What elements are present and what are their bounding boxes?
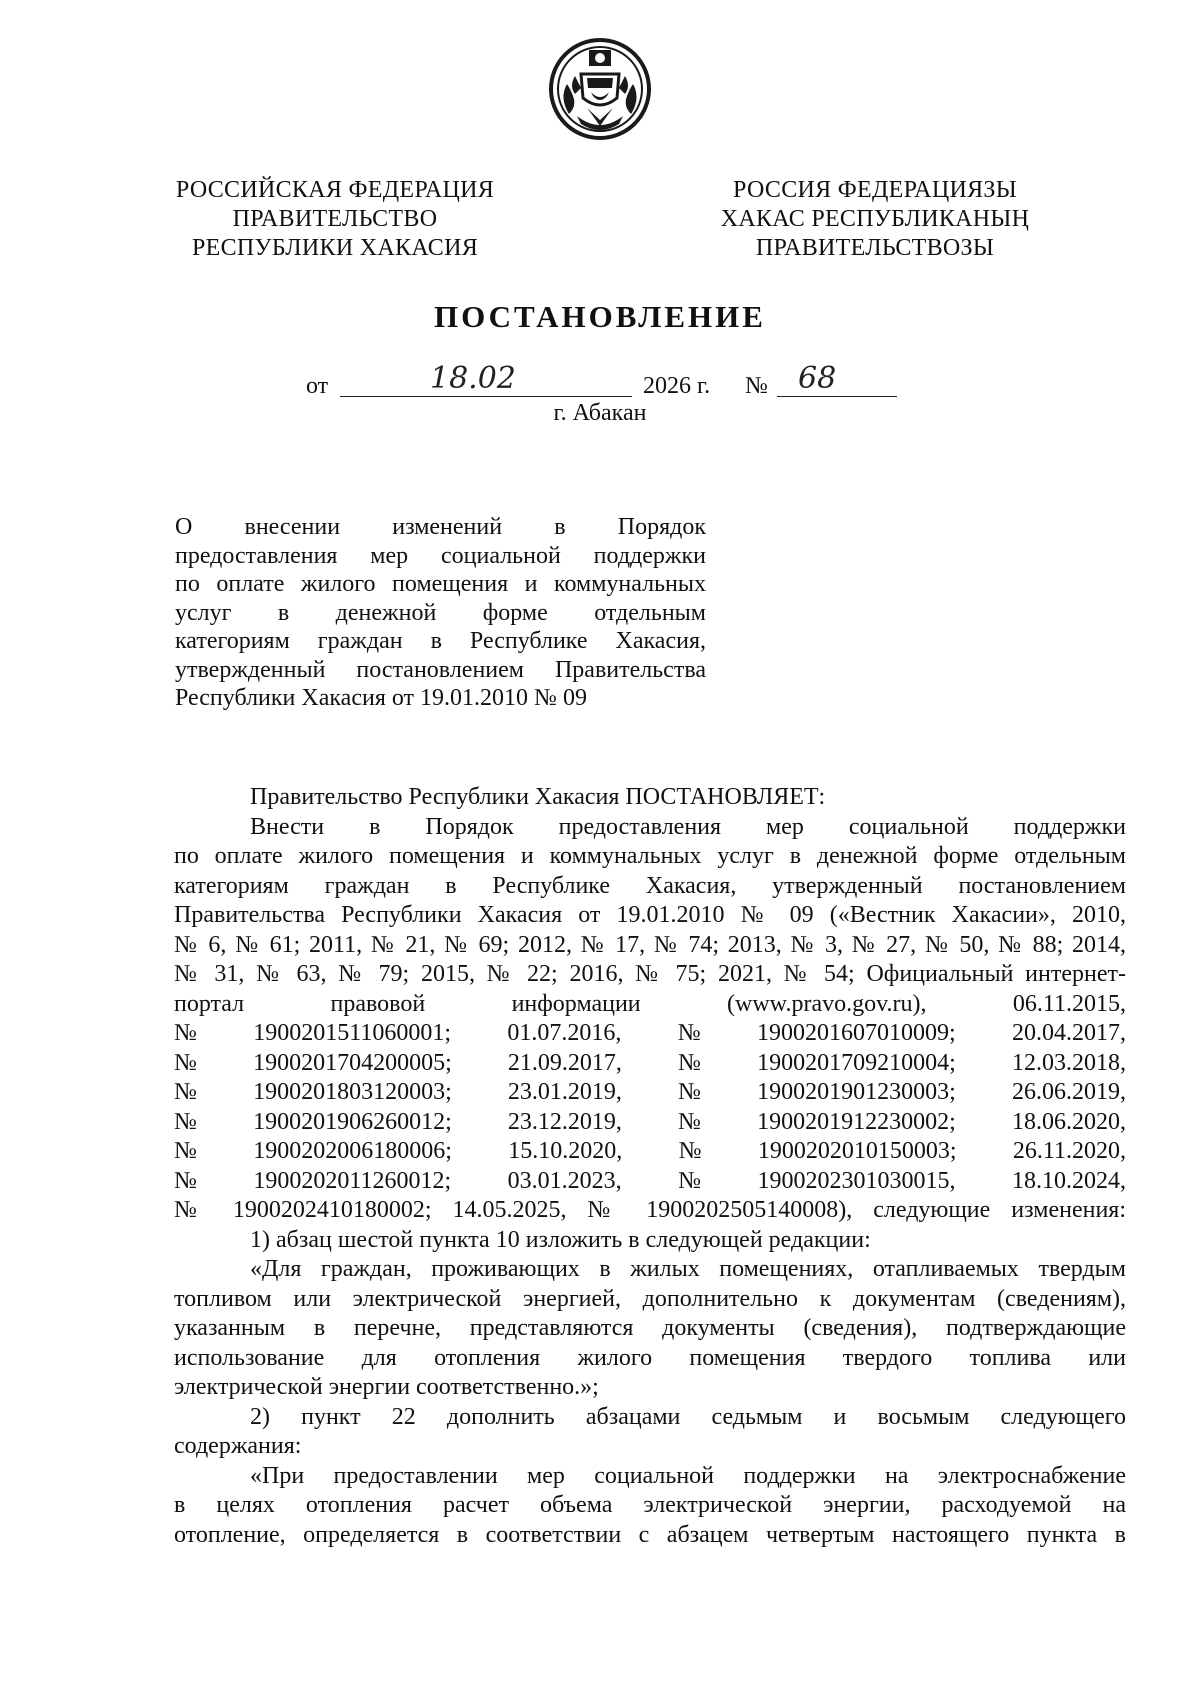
subject-line: по оплате жилого помещения и коммунальных: [175, 571, 706, 597]
registry-cell: №: [678, 1049, 701, 1076]
registry-row: [174, 1108, 1126, 1138]
registry-cell: №: [678, 1167, 701, 1194]
registry-cell: 01.07.2016,: [507, 1020, 622, 1046]
portal-row: [174, 990, 1126, 1020]
quote-line: «При предоставлении мер социальной поддержки на электроснабжение: [250, 1462, 1126, 1489]
registry-cell: 03.01.2023,: [507, 1167, 622, 1194]
registry-cell: 1900201607010009;: [756, 1020, 956, 1046]
portal-cell: правовой: [330, 990, 426, 1017]
header-right-line: РОССИЯ ФЕДЕРАЦИЯЗЫ: [733, 177, 1017, 203]
body-line: категориям граждан в Республике Хакасия, утвержденный постановлением: [174, 872, 1126, 899]
year-text: 2026 г.: [643, 373, 711, 399]
amendment-item-title: 1) абзац шестой пункта 10 изложить в следующей редакции:: [250, 1226, 871, 1253]
header-left-line: ПРАВИТЕЛЬСТВО: [232, 206, 438, 232]
number-sign-label: №: [745, 373, 768, 399]
city-line: г. Абакан: [553, 400, 647, 426]
registry-cell: 1900202011260012;: [253, 1167, 452, 1194]
portal-cell: 06.11.2015,: [1012, 990, 1126, 1017]
header-right-block: [690, 176, 1060, 263]
registry-cell: №: [174, 1138, 197, 1164]
registry-row: [174, 1078, 1126, 1108]
date-number-line: [0, 361, 1200, 400]
body-line: № 31, № 63, № 79; 2015, № 22; 2016, № 75; 2021, № 54; Официальный интернет-: [174, 961, 1126, 987]
registry-cell: №: [174, 1167, 197, 1194]
subject-line: предоставления мер социальной поддержки: [175, 542, 706, 569]
registry-cell: №: [678, 1079, 701, 1105]
registry-cell: 21.09.2017,: [507, 1049, 622, 1076]
quote-line: отопление, определяется в соответствии с абзацем четвертым настоящего пункта в: [174, 1521, 1126, 1548]
quote-line: в целях отопления расчет объема электрической энергии, расходуемой на: [174, 1492, 1126, 1518]
subject-line: услуг в денежной форме отдельным: [175, 599, 706, 626]
portal-cell: (www.pravo.gov.ru),: [727, 990, 927, 1017]
registry-cell: №: [174, 1020, 197, 1046]
quote-line: «Для граждан, проживающих в жилых помещениях, отапливаемых твердым: [250, 1256, 1126, 1282]
registry-cell: №: [174, 1049, 197, 1076]
registry-cell: №: [678, 1138, 702, 1164]
registry-cell: 12.03.2018,: [1011, 1049, 1126, 1076]
portal-cell: информации: [511, 990, 641, 1017]
registry-cell: 1900201901230003;: [757, 1079, 956, 1105]
header-left-line: РОССИЙСКАЯ ФЕДЕРАЦИЯ: [175, 177, 495, 203]
header-right-line: ХАКАС РЕСПУБЛИКАНЫҢ: [720, 206, 1030, 232]
subject-line: О внесении изменений в Порядок: [175, 514, 706, 540]
quote-line: электрической энергии соответственно.»;: [174, 1374, 599, 1400]
registry-cell: 18.10.2024,: [1011, 1167, 1126, 1194]
portal-cell: портал: [174, 990, 245, 1017]
registry-cell: №: [678, 1108, 701, 1135]
registry-cell: 1900202301030015,: [757, 1167, 956, 1194]
registry-cell: 23.01.2019,: [507, 1079, 622, 1105]
registry-cell: №: [677, 1020, 701, 1046]
subject-line: категориям граждан в Республике Хакасия,: [175, 628, 706, 654]
registry-cell: №: [174, 1108, 197, 1135]
registry-cell: 15.10.2020,: [508, 1138, 623, 1164]
header-left-line: РЕСПУБЛИКИ ХАКАСИЯ: [191, 235, 479, 261]
registry-cell: 1900202010150003;: [757, 1138, 957, 1164]
document-type-title: ПОСТАНОВЛЕНИЕ: [434, 299, 766, 334]
number-underline: [777, 396, 897, 397]
handwritten-date: 18.02: [430, 361, 516, 396]
registry-cell: 1900201704200005;: [253, 1049, 452, 1076]
quote-line: указанным в перечне, представляются документы (сведения), подтверждающие: [174, 1315, 1126, 1341]
registry-cell: 18.06.2020,: [1011, 1108, 1126, 1135]
registry-cell: №: [174, 1079, 197, 1105]
subject-block: [175, 513, 706, 713]
registry-cell: 1900201906260012;: [253, 1108, 452, 1135]
date-from-label: от: [306, 373, 329, 399]
registry-cell: 1900201709210004;: [757, 1049, 956, 1076]
body-text: [174, 783, 1126, 1550]
registry-cell: 1900201912230002;: [757, 1108, 956, 1135]
body-line: № 1900202410180002; 14.05.2025, № 1900202505140008), следующие изменения:: [174, 1197, 1126, 1223]
body-line: по оплате жилого помещения и коммунальных услуг в денежной форме отдельным: [174, 843, 1126, 869]
registry-cell: 26.06.2019,: [1011, 1079, 1126, 1105]
registry-cell: 1900202006180006;: [253, 1138, 452, 1164]
date-underline: [340, 396, 632, 397]
quote-line: топливом или электрической энергией, дополнительно к документам (сведениям),: [174, 1285, 1126, 1312]
registry-cell: 23.12.2019,: [507, 1108, 622, 1135]
registry-row: [174, 1137, 1126, 1167]
body-line: № 6, № 61; 2011, № 21, № 69; 2012, № 17, № 74; 2013, № 3, № 27, № 50, № 88; 2014,: [174, 931, 1126, 958]
registry-row: [174, 1167, 1126, 1197]
subject-line: утвержденный постановлением Правительства: [175, 656, 706, 683]
body-line: Внести в Порядок предоставления мер социальной поддержки: [250, 813, 1126, 840]
handwritten-number: 68: [798, 361, 837, 396]
registry-cell: 20.04.2017,: [1011, 1020, 1126, 1046]
header-right-line: ПРАВИТЕЛЬСТВОЗЫ: [755, 235, 995, 261]
amendment-item-title: 2) пункт 22 дополнить абзацами седьмым и восьмым следующего: [250, 1403, 1126, 1430]
registry-cell: 26.11.2020,: [1012, 1138, 1126, 1164]
coat-of-arms-emblem: [547, 36, 653, 142]
quote-line: использование для отопления жилого помещения твердого топлива или: [174, 1344, 1126, 1371]
registry-row: [174, 1049, 1126, 1079]
header-left-block: [150, 176, 520, 263]
preamble-line: Правительство Республики Хакасия ПОСТАНОВЛЯЕТ:: [250, 784, 826, 810]
registry-cell: 1900201511060001;: [253, 1020, 452, 1046]
registry-row: [174, 1019, 1126, 1049]
amendment-item-title: содержания:: [174, 1433, 302, 1459]
body-line: Правительства Республики Хакасия от 19.01.2010 № 09 («Вестник Хакасии», 2010,: [174, 902, 1126, 928]
registry-cell: 1900201803120003;: [253, 1079, 452, 1105]
subject-line: Республики Хакасия от 19.01.2010 № 09: [175, 685, 587, 711]
